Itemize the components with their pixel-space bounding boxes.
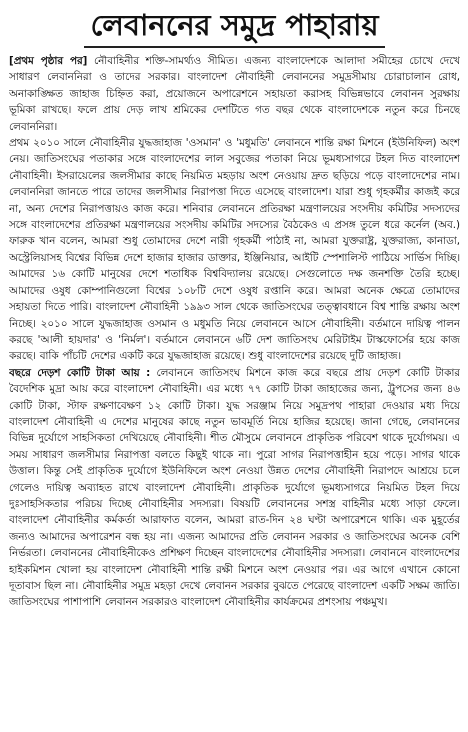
paragraph-3 (9, 365, 460, 611)
headline-container (9, 4, 460, 50)
paragraph-1-text: নৌবাহিনীর শক্তি-সামর্থ্যও সীমিত। এজন্য বাংলাদেশকে আলাদা সমীহের চোখে দেখে সাধারণ লেবাননিরা ও তাদের সরকার। বাংলাদেশ নৌবাহিনী লেবাননের সমুদ্রসীমায় চোরাচালান রোধ, অনাকাঙ্ক্ষিত জাহাজ চিহ্নিত করা, প্রয়োজনে অপারেশনে সহায়তা করাসহ বিভিন্নভাবে লেবানন সুরক্ষায় ভূমিকা রাখছে। ফলে প্রায় দেড় লাখ শ্রমিকের দেশটিতে গত বছর থেকে বাংলাদেশকে নতুন করে চিনছে লেবাননিরা। (9, 55, 460, 133)
paragraph-2: প্রথম ২০১০ সালে নৌবাহিনীর যুদ্ধজাহাজ 'ওসমান' ও 'মধুমতি' লেবাননে শান্তি রক্ষা মিশনে (ইউনিফিল) অংশ নেয়। জাতিসংঘের পতাকার সঙ্গে বাংলাদেশের লাল সবুজের পতাকা নিয়ে ভূমধ্যসাগরে টহল দিত বাংলাদেশ নৌবাহিনী। ইসরায়েলের জলসীমার কাছে নিয়মিত মহড়ায় অংশ নেওয়ায় দ্রুত ছড়িয়ে পড়ে বাংলাদেশের নাম। লেবাননিরা জানতে পারে তাদের জলসীমার নিরাপত্তা দিতে এসেছে বাংলাদেশ। যারা শুধু গৃহকর্মীর কাজই করে না, অন্য দেশের নিরাপত্তায়ও কাজ করে। শনিবার লেবাননে প্রতিরক্ষা মন্ত্রণালয়ের সংসদীয় কমিটির সদস্যদের সঙ্গে বাংলাদেশের প্রতিরক্ষা মন্ত্রণালয়ের সংসদীয় কমিটির সদস্যের বৈঠকেও এ প্রসঙ্গ তুলে ধরে কর্নেল (অব.) ফারুক খান বলেন, আমরা শুধু তোমাদের দেশে নারী গৃহকর্মী পাঠাই না, আমরা যুক্তরাষ্ট্র, যুক্তরাজ্য, কানাডা, অস্ট্রেলিয়াসহ বিশ্বের বিভিন্ন দেশে হাজার হাজার ডাক্তার, ইঞ্জিনিয়ার, আইটি স্পেশালিস্ট পাঠিয়ে সার্ভিস দিচ্ছি। আমাদের ১৬ কোটি মানুষের দেশে শতাধিক বিশ্ববিদ্যালয় রয়েছে। সেগুলোতে দক্ষ জনশক্তি তৈরি হচ্ছে। আমাদের ওষুধ কোম্পানিগুলো বিশ্বের ১০৮টি দেশে ওষুধ রপ্তানি করে। আমরা অনেক ক্ষেত্রে তোমাদের সহায়তা দিতে পারি। বাংলাদেশ নৌবাহিনী ১৯৯৩ সাল থেকে জাতিসংঘের তত্ত্বাবধানে বিশ্ব শান্তি রক্ষায় অংশ নিচ্ছে। ২০১০ সালে যুদ্ধজাহাজ ওসমান ও মধুমতি নিয়ে লেবাননে আসে নৌবাহিনী। বর্তমানে দায়িত্ব পালন করছে 'আলী হায়দার' ও 'নির্মল'। বর্তমানে লেবাননে ৬টি দেশ জাতিসংঘ মেরিটাইম টাস্কফোর্সের হয়ে কাজ করছে। বাকি পাঁচটি দেশের একটি করে যুদ্ধজাহাজ রয়েছে। শুধু বাংলাদেশের রয়েছে দুটি জাহাজ। (9, 137, 460, 363)
paragraph-3-text: লেবাননে জাতিসংঘ মিশনে কাজ করে বছরে প্রায় দেড়শ কোটি টাকার বৈদেশিক মুদ্রা আয় করে বাংলাদেশ নৌবাহিনী। এর মধ্যে ৭৭ কোটি টাকা জাহাজের জন্য, ট্রুপসের জন্য ৪৬ কোটি টাকা, স্টাফ রক্ষণাবেক্ষণ ১২ কোটি টাকা। যুদ্ধ সরঞ্জাম নিয়ে সমুদ্রপথ পাহারা দেওয়ার মধ্য দিয়ে বাংলাদেশ নৌবাহিনী এ দেশের মানুষের কাছে নতুন ভাবমূর্তি নিয়ে হাজির হয়েছে। জানা গেছে, লেবাননের বিভিন্ন দুর্যোগে সাহসিকতা দেখিয়েছে নৌবাহিনী। শীত মৌসুমে লেবাননে প্রাকৃতিক পরিবেশ থাকে দুর্যোগময়। এ সময় সাধারণ জলসীমার নিরাপত্তা বলতে কিছুই থাকে না। পুরো সাগর নিরাপত্তাহীন হয়ে পড়ে। সাগর থাকে উত্তাল। কিন্তু সেই প্রাকৃতিক দুর্যোগে ইউনিফিলে অংশ নেওয়া উন্নত দেশের নৌবাহিনী নিরাপদে আশ্রয়ে চলে গেলেও দায়িত্ব অব্যাহত রাখে বাংলাদেশ নৌবাহিনী। প্রাকৃতিক দুর্যোগে ভূমধ্যসাগরে নিয়মিত টহল দিয়ে দুঃসাহসিকতার পরিচয় দিচ্ছে নৌবাহিনীর সদস্যরা। বিষয়টি লেবাননের সশস্ত্র বাহিনীর মধ্যে সাড়া ফেলে। বাংলাদেশ নৌবাহিনীর কর্মকর্তা আরাফাত বলেন, আমরা রাত-দিন ২৪ ঘণ্টা অপারেশনে থাকি। এক মুহূর্তের জন্যও আমাদের অপারেশন বন্ধ হয় না। এজন্য আমাদের প্রতি লেবানন সরকার ও জাতিসংঘের অনেক বেশি নির্ভরতা। লেবাননের নৌবাহিনীকেও প্রশিক্ষণ দিচ্ছেন বাংলাদেশের নৌবাহিনীর সদস্যরা। লেবাননে বাংলাদেশের হাইকমিশন খোলা হয় বাংলাদেশ নৌবাহিনী শান্তি রক্ষী মিশনে অংশ নেওয়ার পর। এর আগে এখানে কোনো দূতাবাস ছিল না। নৌবাহিনীর সমুদ্র মহড়া দেখে লেবানন সরকার বুঝতে পেরেছে বাংলাদেশ একটি সক্ষম জাতি। জাতিসংঘের পাশাপাশি লেবানন সরকারও বাংলাদেশ নৌবাহিনীর কার্যক্রমের প্রশংসায় পঞ্চমুখ। (9, 366, 460, 609)
article-headline: লেবাননের সমুদ্র পাহারায় (84, 4, 384, 48)
article-body (9, 53, 460, 611)
paragraph-1 (9, 53, 460, 135)
section-subheading: বছরে দেড়শ কোটি টাকা আয় : (9, 366, 151, 379)
continuation-tag: [প্রথম পৃষ্ঠার পর] (9, 55, 88, 67)
